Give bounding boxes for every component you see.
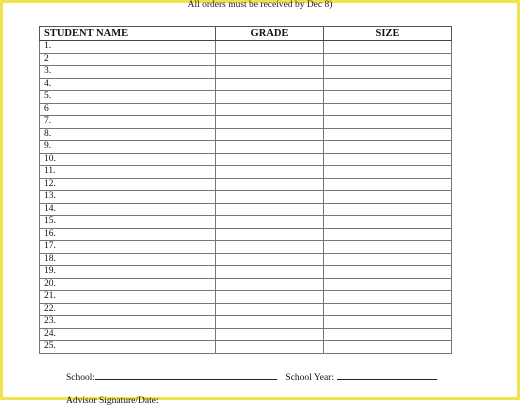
grade-cell[interactable] [216, 191, 324, 204]
school-year-label: School Year: [285, 373, 334, 383]
grade-cell[interactable] [216, 141, 324, 154]
column-header-grade: GRADE [216, 27, 324, 41]
table-row [40, 128, 452, 141]
table-body [40, 41, 452, 354]
size-cell[interactable] [324, 266, 452, 279]
table-row [40, 316, 452, 329]
school-year-blank-field[interactable] [337, 370, 437, 380]
grade-cell[interactable] [216, 253, 324, 266]
size-cell[interactable] [324, 228, 452, 241]
table-row [40, 141, 452, 154]
student-name-cell[interactable]: 23. [40, 316, 216, 329]
size-cell[interactable] [324, 78, 452, 91]
table-row [40, 291, 452, 304]
student-name-cell[interactable]: 10. [40, 153, 216, 166]
student-name-cell[interactable]: 16. [40, 228, 216, 241]
size-cell[interactable] [324, 178, 452, 191]
student-name-cell[interactable]: 20. [40, 278, 216, 291]
student-name-cell[interactable]: 25. [40, 341, 216, 354]
size-cell[interactable] [324, 216, 452, 229]
size-cell[interactable] [324, 241, 452, 254]
table-row [40, 216, 452, 229]
table-row [40, 91, 452, 104]
student-name-cell[interactable]: 7. [40, 116, 216, 129]
grade-cell[interactable] [216, 53, 324, 66]
student-name-cell[interactable]: 9. [40, 141, 216, 154]
column-header-student-name: STUDENT NAME [40, 27, 216, 41]
student-name-cell[interactable]: 6 [40, 103, 216, 116]
table-row [40, 166, 452, 179]
table-row [40, 241, 452, 254]
size-cell[interactable] [324, 203, 452, 216]
size-cell[interactable] [324, 103, 452, 116]
grade-cell[interactable] [216, 166, 324, 179]
table-row [40, 228, 452, 241]
grade-cell[interactable] [216, 291, 324, 304]
grade-cell[interactable] [216, 178, 324, 191]
table-row [40, 41, 452, 54]
grade-cell[interactable] [216, 203, 324, 216]
student-name-cell[interactable]: 8. [40, 128, 216, 141]
size-cell[interactable] [324, 91, 452, 104]
size-cell[interactable] [324, 303, 452, 316]
student-name-cell[interactable]: 1. [40, 41, 216, 54]
size-cell[interactable] [324, 41, 452, 54]
size-cell[interactable] [324, 328, 452, 341]
size-cell[interactable] [324, 291, 452, 304]
table-row [40, 153, 452, 166]
table-row [40, 103, 452, 116]
student-name-cell[interactable]: 4. [40, 78, 216, 91]
student-name-cell[interactable]: 12. [40, 178, 216, 191]
grade-cell[interactable] [216, 128, 324, 141]
table-row [40, 303, 452, 316]
grade-cell[interactable] [216, 278, 324, 291]
size-cell[interactable] [324, 316, 452, 329]
table-row [40, 253, 452, 266]
grade-cell[interactable] [216, 266, 324, 279]
size-cell[interactable] [324, 278, 452, 291]
order-deadline-notice: All orders must be received by Dec 8) [187, 0, 333, 10]
table-row [40, 328, 452, 341]
table-row [40, 66, 452, 79]
student-name-cell[interactable]: 21. [40, 291, 216, 304]
grade-cell[interactable] [216, 41, 324, 54]
table-row [40, 191, 452, 204]
table-row [40, 341, 452, 354]
table-row [40, 178, 452, 191]
size-cell[interactable] [324, 166, 452, 179]
size-cell[interactable] [324, 128, 452, 141]
size-cell[interactable] [324, 341, 452, 354]
size-cell[interactable] [324, 253, 452, 266]
student-name-cell[interactable]: 2 [40, 53, 216, 66]
column-header-size: SIZE [324, 27, 452, 41]
student-name-cell[interactable]: 3. [40, 66, 216, 79]
size-cell[interactable] [324, 66, 452, 79]
table-row [40, 278, 452, 291]
table-row [40, 203, 452, 216]
grade-cell[interactable] [216, 78, 324, 91]
advisor-line [66, 395, 159, 407]
student-name-cell[interactable]: 24. [40, 328, 216, 341]
school-label: School: [66, 373, 96, 383]
grade-cell[interactable] [216, 66, 324, 79]
grade-cell[interactable] [216, 328, 324, 341]
grade-cell[interactable] [216, 228, 324, 241]
table-row [40, 266, 452, 279]
grade-cell[interactable] [216, 303, 324, 316]
table-row [40, 53, 452, 66]
table-header-row [40, 27, 452, 41]
size-cell[interactable] [324, 191, 452, 204]
student-name-cell[interactable]: 17. [40, 241, 216, 254]
table-row [40, 78, 452, 91]
grade-cell[interactable] [216, 91, 324, 104]
student-name-cell[interactable]: 22. [40, 303, 216, 316]
school-line [66, 370, 437, 384]
student-name-cell[interactable]: 5. [40, 91, 216, 104]
student-name-cell[interactable]: 11. [40, 166, 216, 179]
advisor-signature-label: Advisor Signature/Date: [66, 396, 159, 406]
grade-cell[interactable] [216, 103, 324, 116]
table-row [40, 116, 452, 129]
student-order-table [39, 26, 452, 354]
grade-cell[interactable] [216, 116, 324, 129]
size-cell[interactable] [324, 53, 452, 66]
student-name-cell[interactable]: 13. [40, 191, 216, 204]
grade-cell[interactable] [216, 216, 324, 229]
size-cell[interactable] [324, 141, 452, 154]
student-name-cell[interactable]: 19. [40, 266, 216, 279]
student-name-cell[interactable]: 18. [40, 253, 216, 266]
grade-cell[interactable] [216, 316, 324, 329]
school-blank-field[interactable] [95, 370, 277, 380]
student-name-cell[interactable]: 14. [40, 203, 216, 216]
student-name-cell[interactable]: 15. [40, 216, 216, 229]
size-cell[interactable] [324, 116, 452, 129]
grade-cell[interactable] [216, 341, 324, 354]
grade-cell[interactable] [216, 241, 324, 254]
size-cell[interactable] [324, 153, 452, 166]
grade-cell[interactable] [216, 153, 324, 166]
